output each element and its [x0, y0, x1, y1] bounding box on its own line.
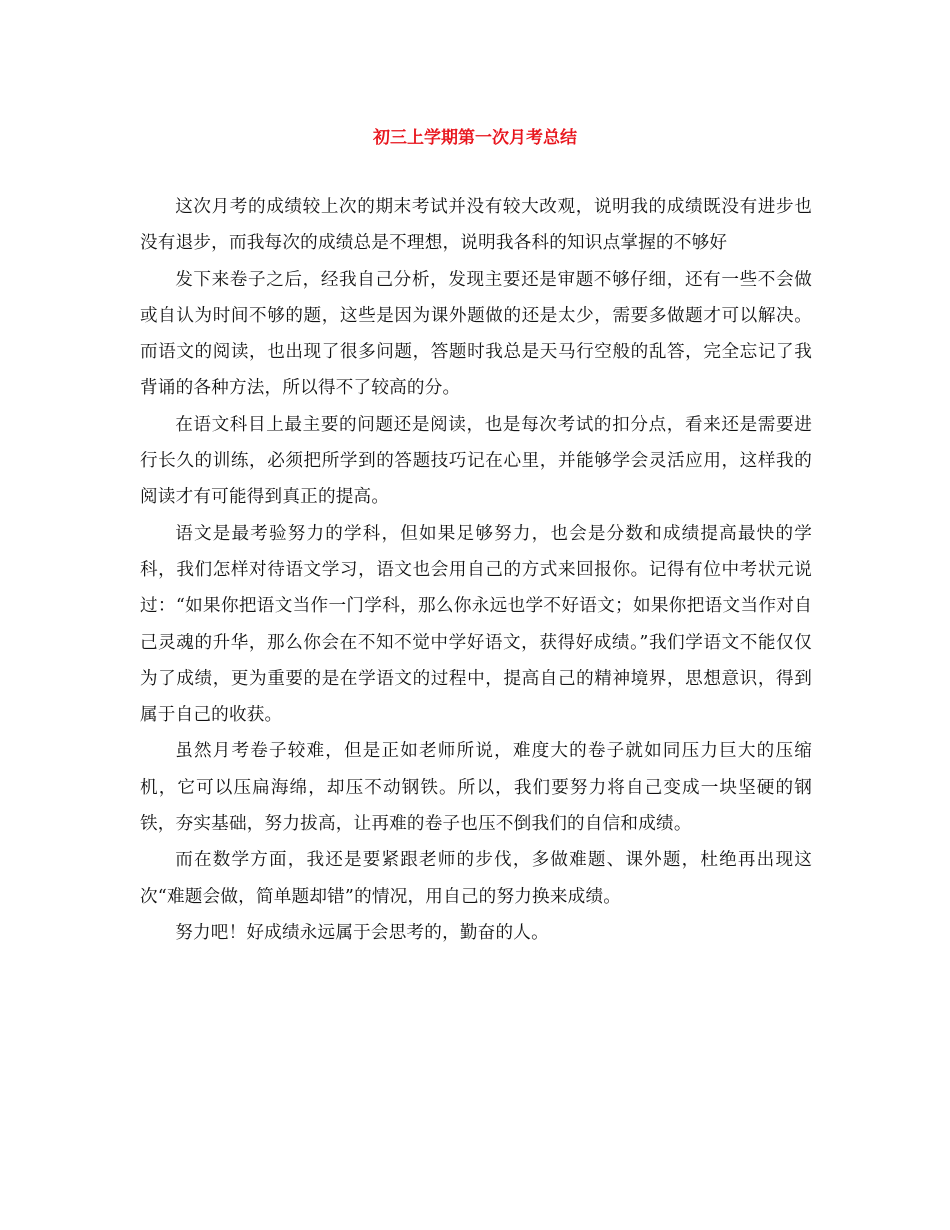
paragraph-6: 而在数学方面，我还是要紧跟老师的步伐，多做难题、课外题，杜绝再出现这次“难题会做，简单题却错”的情况，用自己的努力换来成绩。	[140, 850, 812, 907]
paragraph-2: 发下来卷子之后，经我自己分析，发现主要还是审题不够仔细，还有一些不会做或自认为时间不够的题，这些是因为课外题做的还是太少，需要多做题才可以解决。而语文的阅读，也出现了很多问题，答题时我总是天马行空般的乱答，完全忘记了我背诵的各种方法，所以得不了较高的分。	[140, 269, 812, 399]
document-body	[140, 189, 812, 951]
paragraph-3: 在语文科目上最主要的问题还是阅读，也是每次考试的扣分点，看来还是需要进行长久的训练，必须把所学到的答题技巧记在心里，并能够学会灵活应用，这样我的阅读才有可能得到真正的提高。	[140, 414, 812, 508]
paragraph-1: 这次月考的成绩较上次的期末考试并没有较大改观，说明我的成绩既没有进步也没有退步，而我每次的成绩总是不理想，说明我各科的知识点掌握的不够好	[140, 197, 812, 254]
paragraph-7: 努力吧！好成绩永远属于会思考的，勤奋的人。	[175, 922, 549, 943]
paragraph-4: 语文是最考验努力的学科，但如果足够努力，也会是分数和成绩提高最快的学科，我们怎样对待语文学习，语文也会用自己的方式来回报你。记得有位中考状元说过：“如果你把语文当作一门学科，那么你永远也学不好语文；如果你把语文当作对自己灵魂的升华，那么你会在不知不觉中学好语文，获得好成绩。”我们学语文不能仅仅为了成绩，更为重要的是在学语文的过程中，提高自己的精神境界，思想意识，得到属于自己的收获。	[140, 523, 812, 726]
document-title: 初三上学期第一次月考总结	[373, 128, 577, 148]
paragraph-5: 虽然月考卷子较难，但是正如老师所说，难度大的卷子就如同压力巨大的压缩机，它可以压扁海绵，却压不动钢铁。所以，我们要努力将自己变成一块坚硬的钢铁，夯实基础，努力拔高，让再难的卷子也压不倒我们的自信和成绩。	[140, 741, 812, 835]
